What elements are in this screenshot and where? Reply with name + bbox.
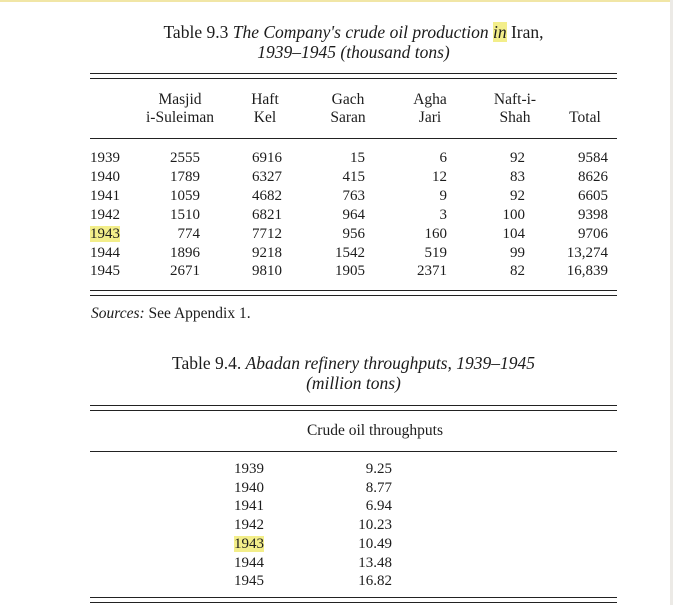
t1-haft: 4682 [252, 188, 282, 204]
t1-gach: 1542 [335, 245, 365, 261]
t1-year: 1940 [90, 169, 120, 185]
t1-year-highlighted: 1943 [90, 226, 120, 242]
t2-value: 10.49 [358, 536, 392, 552]
t1-agha: 519 [424, 245, 447, 261]
t1-gach: 415 [342, 169, 365, 185]
t1-agha: 6 [439, 150, 447, 166]
header-total: Total [569, 109, 601, 126]
t1-gach: 1905 [335, 263, 365, 279]
t2-year-highlighted: 1943 [234, 536, 264, 552]
t1-naft: 82 [510, 263, 525, 279]
page-top-edge [0, 0, 673, 2]
table2-bottom-rule-2 [90, 602, 617, 603]
t2-year: 1939 [234, 461, 264, 477]
t1-total: 13,274 [566, 245, 608, 261]
t1-total: 9398 [578, 207, 608, 223]
t1-agha: 160 [424, 226, 447, 242]
t1-naft: 92 [510, 150, 525, 166]
table2-caption-title: Abadan refinery throughputs, 1939–1945 [245, 353, 535, 373]
t1-naft: 99 [510, 245, 525, 261]
t1-haft: 6821 [252, 207, 282, 223]
t1-gach: 956 [342, 226, 365, 242]
header-gach-saran: Gach Saran [330, 91, 366, 126]
table1-caption-title-a: The Company's crude oil production [232, 22, 489, 42]
t1-haft: 6916 [252, 150, 282, 166]
t1-haft: 9810 [252, 263, 282, 279]
table2-header: Crude oil throughputs [306, 422, 444, 439]
t1-year: 1944 [90, 245, 120, 261]
t1-year: 1942 [90, 207, 120, 223]
t1-masjid: 1510 [170, 207, 200, 223]
t1-gach: 15 [350, 150, 365, 166]
t1-total: 9706 [578, 226, 608, 242]
t1-year: 1941 [90, 188, 120, 204]
t2-year: 1942 [234, 517, 264, 533]
table2-header-rule [90, 451, 617, 452]
table1-caption-line2: 1939–1945 (thousand tons) [257, 42, 450, 62]
t1-masjid: 1789 [170, 169, 200, 185]
table1-bottom-rule [90, 290, 617, 291]
table1-caption-prefix: Table 9.3 [163, 22, 229, 42]
t2-value: 6.94 [365, 498, 392, 514]
table2-caption-prefix: Table 9.4. [171, 353, 242, 373]
table1-caption-highlight: in [492, 22, 507, 42]
header-haft-kel: Haft Kel [251, 91, 279, 126]
t2-year: 1944 [234, 555, 264, 571]
table1-header-rule [90, 138, 617, 139]
t1-total: 16,839 [566, 263, 608, 279]
t1-haft: 9218 [252, 245, 282, 261]
table1-top-rule [90, 73, 617, 74]
t1-masjid: 774 [177, 226, 200, 242]
t1-year: 1939 [90, 150, 120, 166]
t1-total: 6605 [578, 188, 608, 204]
t2-year: 1945 [234, 573, 264, 589]
t1-total: 9584 [578, 150, 608, 166]
t1-naft: 100 [502, 207, 525, 223]
t1-gach: 763 [342, 188, 365, 204]
t2-value: 16.82 [358, 573, 392, 589]
table1-sources: Sources: See Appendix 1. [91, 305, 251, 322]
t2-value: 10.23 [358, 517, 392, 533]
t1-masjid: 1059 [170, 188, 200, 204]
table2-caption-line1 [90, 353, 617, 373]
table2-caption-line2: (million tons) [306, 373, 401, 393]
t1-masjid: 2555 [170, 150, 200, 166]
t1-naft: 92 [510, 188, 525, 204]
header-agha-jari: Agha Jari [413, 91, 447, 126]
table2-bottom-rule [90, 597, 617, 598]
t1-gach: 964 [342, 207, 365, 223]
t1-total: 8626 [578, 169, 608, 185]
header-masjid: Masjid i-Suleiman [145, 91, 215, 126]
table1-caption-title-b: Iran, [510, 22, 544, 42]
t2-value: 8.77 [365, 480, 392, 496]
t1-agha: 9 [439, 188, 447, 204]
t2-year: 1940 [234, 480, 264, 496]
t1-naft: 104 [502, 226, 525, 242]
t2-year: 1941 [234, 498, 264, 514]
table1-bottom-rule-2 [90, 295, 617, 296]
t1-haft: 7712 [252, 226, 282, 242]
t1-naft: 83 [510, 169, 525, 185]
table1-top-rule-2 [90, 78, 617, 79]
t1-agha: 12 [432, 169, 447, 185]
t1-masjid: 2671 [170, 263, 200, 279]
table1-caption-line1 [90, 22, 617, 42]
t1-agha: 3 [439, 207, 447, 223]
t1-haft: 6327 [252, 169, 282, 185]
t1-year: 1945 [90, 263, 120, 279]
table2-top-rule-2 [90, 410, 617, 411]
header-naft-i-shah: Naft-i- Shah [493, 91, 537, 126]
t1-masjid: 1896 [170, 245, 200, 261]
t2-value: 9.25 [365, 461, 392, 477]
t2-value: 13.48 [358, 555, 392, 571]
table2-top-rule [90, 405, 617, 406]
t1-agha: 2371 [417, 263, 447, 279]
